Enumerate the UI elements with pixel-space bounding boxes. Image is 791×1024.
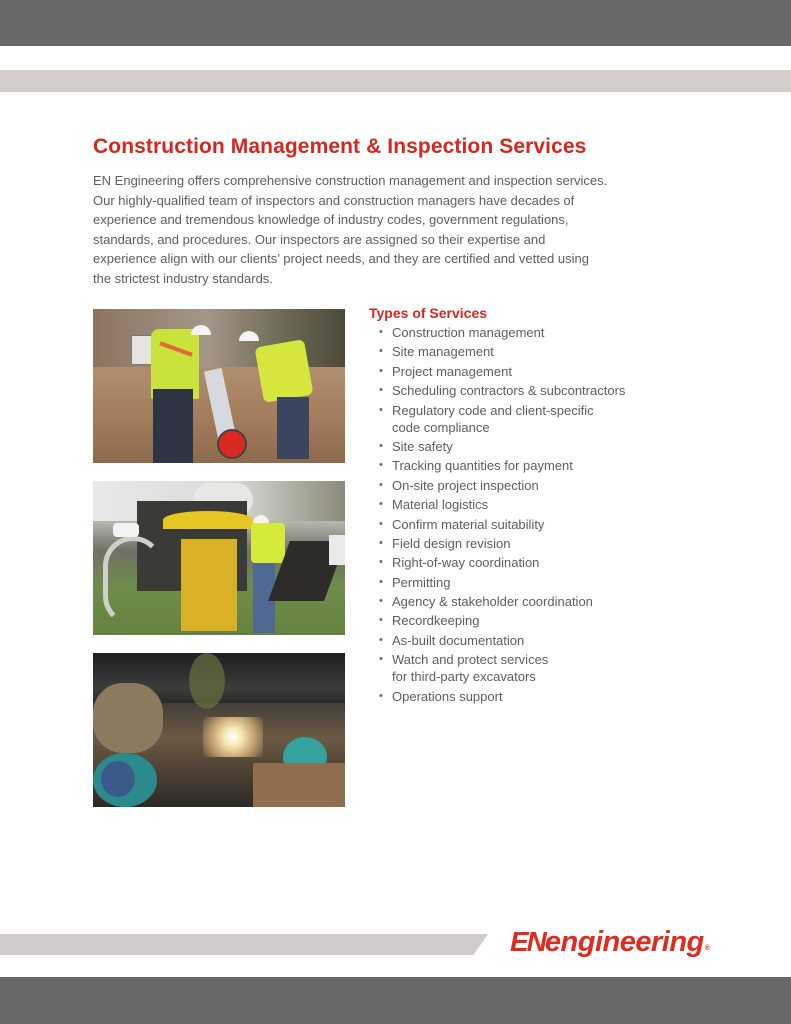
pipeline-welding-photo (93, 653, 345, 807)
service-item: • Project management (379, 363, 512, 379)
bullet-icon: • (379, 595, 383, 608)
bullet-icon: • (379, 556, 383, 569)
bullet-icon: • (379, 517, 383, 530)
service-item: • Site management (379, 344, 494, 360)
bullet-icon: • (379, 653, 383, 666)
logo-word: engineering (544, 926, 704, 958)
bullet-icon: • (379, 575, 383, 588)
bullet-icon: • (379, 498, 383, 511)
logo-prefix: EN (510, 926, 545, 957)
service-item: • Permitting (379, 574, 451, 590)
bullet-icon: • (379, 326, 383, 338)
registered-mark-icon: ® (704, 945, 710, 952)
service-item: • Tracking quantities for payment (379, 458, 573, 474)
services-list-section (369, 305, 669, 707)
inspectors-examining-pipe-photo (93, 309, 345, 463)
en-engineering-logo (510, 926, 710, 962)
top-header-band (0, 0, 791, 46)
service-item: • Regulatory code and client-specific code compliance (379, 402, 594, 435)
intro-line: Our highly-qualified team of inspectors and construction managers have decades of (93, 192, 575, 208)
intro-paragraph (93, 171, 613, 288)
service-item: • Agency & stakeholder coordination (379, 594, 593, 610)
service-item: • Material logistics (379, 497, 489, 513)
bullet-icon: • (379, 689, 383, 702)
service-item: • Construction management (379, 325, 545, 340)
services-heading: Types of Services (369, 305, 488, 321)
top-accent-band (0, 70, 791, 92)
services-list (369, 324, 669, 705)
bullet-icon: • (379, 403, 383, 416)
intro-line: EN Engineering offers comprehensive construction management and inspection services. (93, 173, 608, 188)
footer-accent-band (0, 934, 488, 955)
bullet-icon: • (379, 439, 383, 452)
bottom-footer-band (0, 977, 791, 1024)
bullet-icon: • (379, 459, 383, 472)
service-item: • Operations support (379, 688, 503, 704)
bullet-icon: • (379, 345, 383, 358)
bullet-icon: • (379, 478, 383, 491)
service-item: • Right-of-way coordination (379, 555, 540, 571)
service-item: • As-built documentation (379, 632, 525, 648)
bullet-icon: • (379, 633, 383, 646)
service-item: • Recordkeeping (379, 613, 480, 629)
bullet-icon: • (379, 614, 383, 627)
bullet-icon: • (379, 536, 383, 549)
service-item: • Watch and protect services for third-party excavators (379, 652, 549, 685)
page-title: Construction Management & Inspection Services (93, 135, 587, 158)
intro-line: the strictest industry standards. (93, 270, 273, 286)
service-item: • Field design revision (379, 535, 511, 551)
bullet-icon: • (379, 364, 383, 377)
service-item: • Site safety (379, 438, 453, 454)
intro-line: standards, and procedures. Our inspectors are assigned so their expertise and (93, 231, 546, 247)
bullet-icon: • (379, 384, 383, 397)
intro-line: experience and tremendous knowledge of industry codes, government regulations, (93, 212, 569, 227)
service-item: • On-site project inspection (379, 477, 539, 493)
drilling-rig-crew-photo (93, 481, 345, 635)
service-item: • Scheduling contractors & subcontractors (379, 383, 626, 399)
service-item: • Confirm material suitability (379, 516, 545, 532)
intro-line: experience align with our clients’ project needs, and they are certified and vetted using (93, 251, 589, 266)
